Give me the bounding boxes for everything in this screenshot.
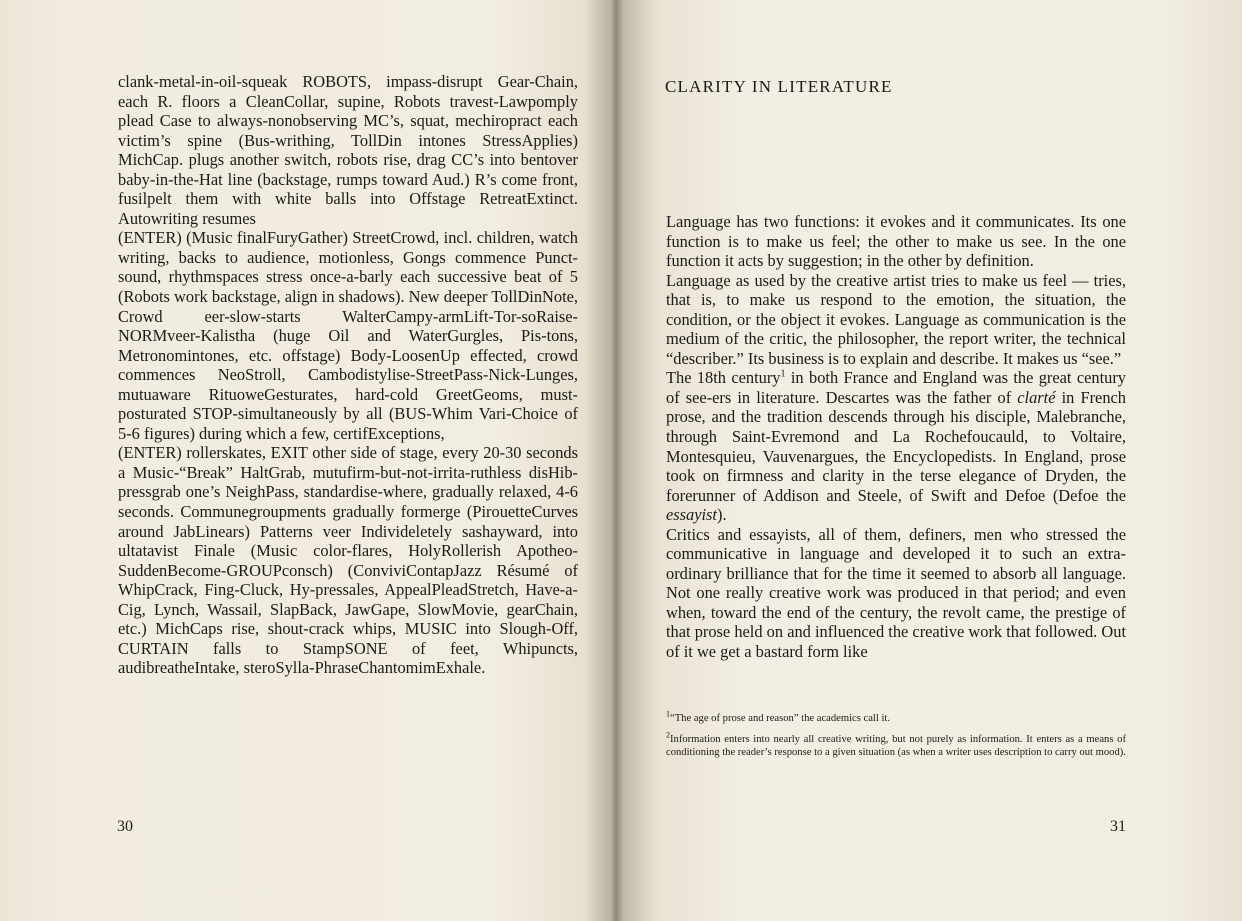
paragraph: Language as used by the creative artist tries to make us feel — tries, that is, to make us respond to the emotion, the situation, the condition, or the object it evokes. Language as communication is the medium of the critic, the philosopher, the report writer, the technical “describer.” Its business is to explain and describe. It makes us “see.”	[666, 270, 1126, 368]
left-page	[0, 0, 610, 921]
footnote	[666, 709, 1126, 725]
paragraph	[666, 368, 1126, 524]
footnote-text: Information enters into nearly all creative writing, but not purely as information. It enters as a means of conditioning the reader’s response to a given situation (as when a writer uses description to carry out mood).	[666, 734, 1126, 759]
paragraph: Critics and essayists, all of them, definers, men who stressed the communicative in language and developed it to such an extra-ordinary brilliance that for the time it seemed to absorb all language. Not one really creative work was produced in that period; and even when, toward the end of the century, the revolt came, the prestige of that prose held on and influenced the creative work that followed. Out of it we get a bastard form like	[666, 524, 1126, 662]
italic-term: essayist	[666, 505, 717, 525]
left-page-text	[118, 72, 578, 678]
text-run: ).	[717, 505, 727, 525]
paragraph: (ENTER) (Music finalFuryGather) StreetCrowd, incl. children, watch writing, backs to audience, motionless, Gongs commence Punct-sound, rhythmspaces stress once-a-barly each successive beat of 5 (Robots work backstage, align in shadows). New deeper TollDinNote, Crowd eer-slow-starts WalterCampy-armLift-Tor-soRaise-NORMveer-Kalistha (huge Oil and WaterGurgles, Pis-tons, Metronomintones, etc. offstage) Body-LoosenUp effected, crowd commences NeoStroll, Cambodistylise-StreetPass-Nick-Lunges, mutuaware RituoweGesturates, hard-cold GreetGeoms, must-posturated STOP-simultaneously by all (BUS-Whim Vari-Choice of 5-6 figures) during which a few, certifExceptions,	[118, 228, 578, 443]
right-page	[616, 0, 1242, 921]
right-page-text	[666, 212, 1126, 662]
paragraph: clank-metal-in-oil-squeak ROBOTS, impass-disrupt Gear-Chain, each R. floors a CleanCollar, supine, Robots travest-Lawpomply plead Case to always-nonobserving MC’s, squat, mechiropract each victim’s spine (Bus-writhing, TollDin intones StressApplies) MichCap. plugs another switch, robots rise, drag CC’s into bentover baby-in-the-Hat line (backstage, rumps toward Aud.) R’s come front, fusilpelt them with white balls into Offstage RetreatExtinct. Autowriting resumes	[118, 72, 578, 228]
footnote-reference: 1	[780, 368, 786, 380]
paragraph: Language has two functions: it evokes and it communicates. Its one function is to make us feel; the other to make us see. In the one function it acts by suggestion; in the other by definition.	[666, 212, 1126, 271]
page-number-right: 31	[1110, 818, 1126, 835]
footnotes	[666, 709, 1126, 768]
text-run: The 18th century	[666, 368, 781, 388]
footnote	[666, 730, 1126, 759]
italic-term: clarté	[1017, 387, 1056, 407]
page-number-left: 30	[117, 818, 133, 835]
text-run: in French prose, and the tradition descends through his disciple, Malebranche, through Saint-Evremond and La Rochefoucauld, to Voltaire, Montesquieu, Vauvenargues, the Encyclopedists. In England, prose took on firmness and clarity in the terse elegance of Dryden, the forerunner of Addison and Steele, of Swift and Defoe (Defoe the	[666, 387, 1126, 505]
footnote-mark: 2	[666, 730, 670, 740]
footnote-text: “The age of prose and reason” the academics call it.	[670, 713, 891, 724]
chapter-title: CLARITY IN LITERATURE	[665, 77, 893, 96]
text-run: in both France and England was the great century of see-ers in literature. Descartes was the father of	[666, 368, 1127, 407]
paragraph: (ENTER) rollerskates, EXIT other side of stage, every 20-30 seconds a Music-“Break” HaltGrab, mutufirm-but-not-irrita-ruthless disHib-pressgrab one’s NeighPass, standardise-where, gradually relaxed, 4-6 seconds. Communegroupments gradually formerge (PirouetteCurves around JabLinears) Patterns veer Individeletely sashayward, into ultatavist Finale (Music color-flares, HolyRollerish Apotheo-SuddenBecome-GROUPconsch) (ConviviContapJazz Résumé of WhipCrack, Fing-Cluck, Hy-pressales, AppealPleadStretch, Have-a-Cig, Lynch, Wassail, SlapBack, JawGape, SlowMovie, gearChain, etc.) MichCaps rise, shout-crack whips, MUSIC into Slough-Off, CURTAIN falls to StampSONE of feet, Whipuncts, audibreatheIntake, steroSylla-PhraseChantomimExhale.	[118, 443, 578, 678]
footnote-mark: 1	[666, 709, 670, 719]
